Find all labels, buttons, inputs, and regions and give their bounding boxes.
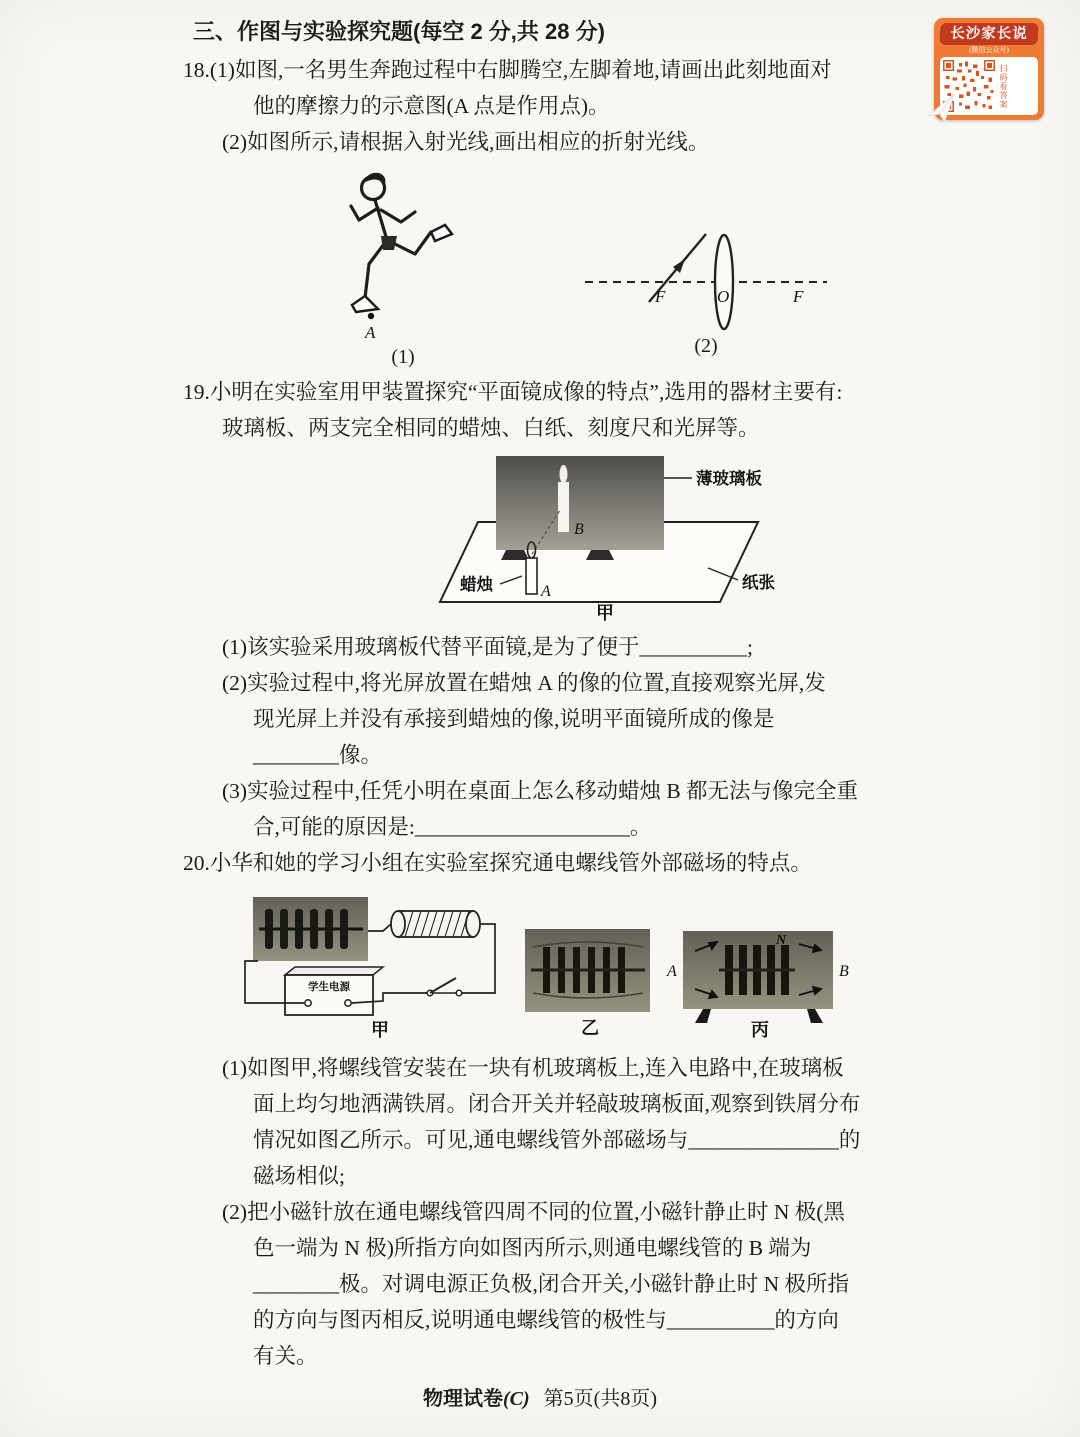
q19-sub2-line-3: ________像。 — [253, 743, 383, 767]
lens-f-right-label: F — [793, 287, 804, 306]
q19-sub3-line-1: (3)实验过程中,任凭小明在桌面上怎么移动蜡烛 B 都无法与像完全重 — [222, 779, 859, 803]
figure-lens-diagram — [581, 218, 831, 333]
q20-sub2-line-1: (2)把小磁针放在通电螺线管四周不同的位置,小磁针静止时 N 极(黑 — [222, 1200, 845, 1224]
q19-sub3-line-2: 合,可能的原因是:____________________。 — [253, 815, 652, 839]
caption-jia: 甲 — [371, 1020, 389, 1039]
q20-sub2-line-3: ________极。对调电源正负极,闭合开关,小磁针静止时 N 极所指 — [253, 1272, 850, 1296]
q19-sub2-line-2: 现光屏上并没有承接到蜡烛的像,说明平面镜所成的像是 — [253, 707, 775, 731]
figure18-1-caption: (1) — [391, 346, 415, 368]
apparatus-bing — [666, 931, 849, 1039]
q20-sub1-line-1: (1)如图甲,将螺线管安装在一块有机玻璃板上,连入电路中,在玻璃板 — [222, 1056, 844, 1080]
section-title: 三、作图与实验探究题(每空 2 分,共 28 分) — [193, 19, 605, 44]
q18-line-1: 18.(1)如图,一名男生奔跑过程中右脚腾空,左脚着地,请画出此刻地面对 — [183, 58, 832, 82]
power-supply-label: 学生电源 — [308, 982, 350, 993]
candle-label: 蜡烛 — [460, 575, 493, 594]
q18-line-3: (2)如图所示,请根据入射光线,画出相应的折射光线。 — [222, 130, 710, 154]
q20-sub2-line-5: 有关。 — [253, 1344, 318, 1368]
lens-f-left-label: F — [655, 287, 666, 306]
q19-line-1: 19.小明在实验室用甲装置探究“平面镜成像的特点”,选用的器材主要有: — [183, 380, 843, 404]
figure-running-boy — [323, 166, 483, 344]
q18-line-2: 他的摩擦力的示意图(A 点是作用点)。 — [253, 94, 610, 118]
badge-subtitle: (微信公众号) — [969, 46, 1009, 54]
footer-page-number: 第5页(共8页) — [543, 1388, 657, 1410]
q20-line-1: 20.小华和她的学习小组在实验室探究通电螺线管外部磁场的特点。 — [183, 851, 812, 875]
q19-sub2-line-1: (2)实验过程中,将光屏放置在蜡烛 A 的像的位置,直接观察光屏,发 — [222, 671, 826, 695]
label-a: A — [667, 963, 677, 980]
caption-bing: 丙 — [751, 1020, 769, 1039]
page-footer — [0, 1382, 1080, 1411]
badge-side-text: 扫码看答案 — [999, 63, 1008, 109]
q20-sub1-line-2: 面上均匀地洒满铁屑。闭合开关并轻敲玻璃板面,观察到铁屑分布 — [253, 1092, 861, 1116]
label-b: B — [839, 963, 849, 980]
q20-sub1-line-3: 情况如图乙所示。可见,通电螺线管外部磁场与______________的 — [253, 1128, 861, 1152]
label-n: N — [776, 933, 787, 948]
caption-yi: 乙 — [581, 1018, 599, 1038]
candle-a-label: A — [541, 583, 551, 600]
lens-o-label: O — [717, 287, 730, 306]
candle-b-label: B — [574, 521, 584, 538]
figure-mirror-experiment — [408, 450, 828, 622]
q20-sub1-line-4: 磁场相似; — [253, 1164, 345, 1188]
footer-paper-code: (C) — [503, 1388, 530, 1410]
q20-sub2-line-2: 色一端为 N 极)所指方向如图丙所示,则通电螺线管的 B 端为 — [253, 1236, 812, 1260]
figure19-caption: 甲 — [596, 603, 614, 622]
q20-sub2-line-4: 的方向与图丙相反,说明通电螺线管的极性与__________的方向 — [253, 1308, 839, 1332]
footer-paper-title: 物理试卷 — [423, 1388, 503, 1410]
figure-solenoid-experiments — [233, 889, 933, 1039]
q19-line-2: 玻璃板、两支完全相同的蜡烛、白纸、刻度尺和光屏等。 — [222, 416, 760, 440]
glass-plate-label: 薄玻璃板 — [696, 469, 762, 488]
runner-point-a-label: A — [365, 323, 376, 342]
apparatus-yi — [525, 929, 650, 1038]
paper-label: 纸张 — [742, 573, 775, 592]
badge-title: 长沙家长说 — [939, 23, 1038, 45]
figure18-2-caption: (2) — [694, 335, 718, 357]
q19-sub1-line-1: (1)该实验采用玻璃板代替平面镜,是为了便于__________; — [222, 635, 753, 659]
apparatus-jia — [245, 897, 495, 1039]
